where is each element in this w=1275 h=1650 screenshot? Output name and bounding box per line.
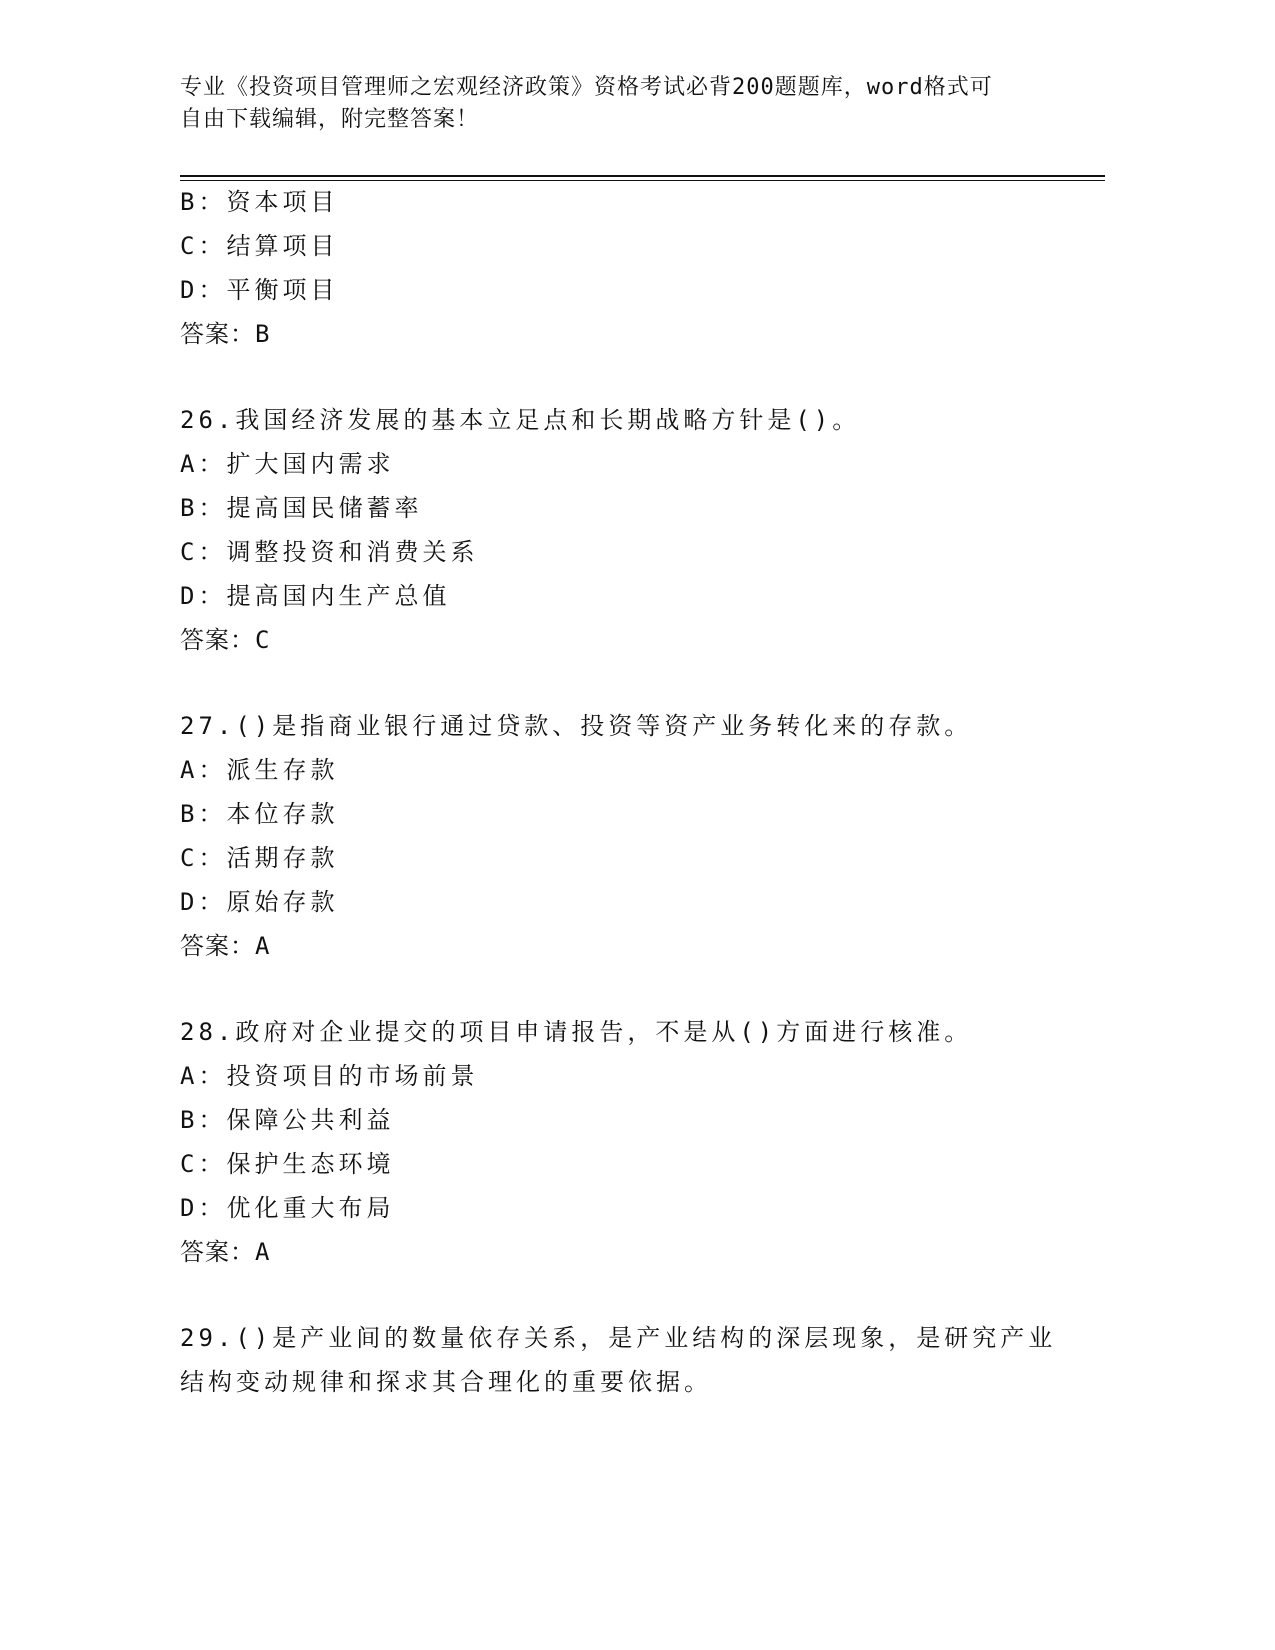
answer: 答案：A: [180, 932, 271, 960]
question-29: [180, 1320, 1105, 1408]
option-a: A：投资项目的市场前景: [180, 1062, 479, 1090]
question-stem: 27.()是指商业银行通过贷款、投资等资产业务转化来的存款。: [180, 712, 973, 740]
answer: 答案：A: [180, 1238, 271, 1266]
header-rule-thick: [180, 175, 1105, 177]
option-d: D：平衡项目: [180, 276, 339, 304]
option-d: D：原始存款: [180, 888, 339, 916]
option-c: C：活期存款: [180, 844, 339, 872]
question-stem: 28.政府对企业提交的项目申请报告，不是从()方面进行核准。: [180, 1018, 973, 1046]
header-line-1: 专业《投资项目管理师之宏观经济政策》资格考试必背200题题库，word格式可: [180, 75, 993, 100]
header-rule-thin: [180, 180, 1105, 181]
question-27: [180, 708, 1105, 972]
question-25-tail: [180, 184, 1105, 360]
question-stem-line-1: 29.()是产业间的数量依存关系，是产业结构的深层现象，是研究产业: [180, 1324, 1057, 1352]
answer: 答案：B: [180, 320, 271, 348]
question-list: [180, 184, 1105, 1408]
option-b: B：本位存款: [180, 800, 339, 828]
document-header: [180, 72, 1060, 136]
question-stem-line-2: 结构变动规律和探求其合理化的重要依据。: [180, 1368, 712, 1396]
option-c: C：结算项目: [180, 232, 339, 260]
option-b: B：资本项目: [180, 188, 339, 216]
answer: 答案：C: [180, 626, 271, 654]
option-c: C：保护生态环境: [180, 1150, 395, 1178]
option-b: B：保障公共利益: [180, 1106, 395, 1134]
question-28: [180, 1014, 1105, 1278]
option-a: A：派生存款: [180, 756, 339, 784]
option-d: D：优化重大布局: [180, 1194, 395, 1222]
header-line-2: 自由下载编辑，附完整答案！: [180, 107, 480, 132]
option-d: D：提高国内生产总值: [180, 582, 451, 610]
question-stem: 26.我国经济发展的基本立足点和长期战略方针是()。: [180, 406, 861, 434]
option-a: A：扩大国内需求: [180, 450, 395, 478]
option-b: B：提高国民储蓄率: [180, 494, 423, 522]
question-26: [180, 402, 1105, 666]
option-c: C：调整投资和消费关系: [180, 538, 479, 566]
